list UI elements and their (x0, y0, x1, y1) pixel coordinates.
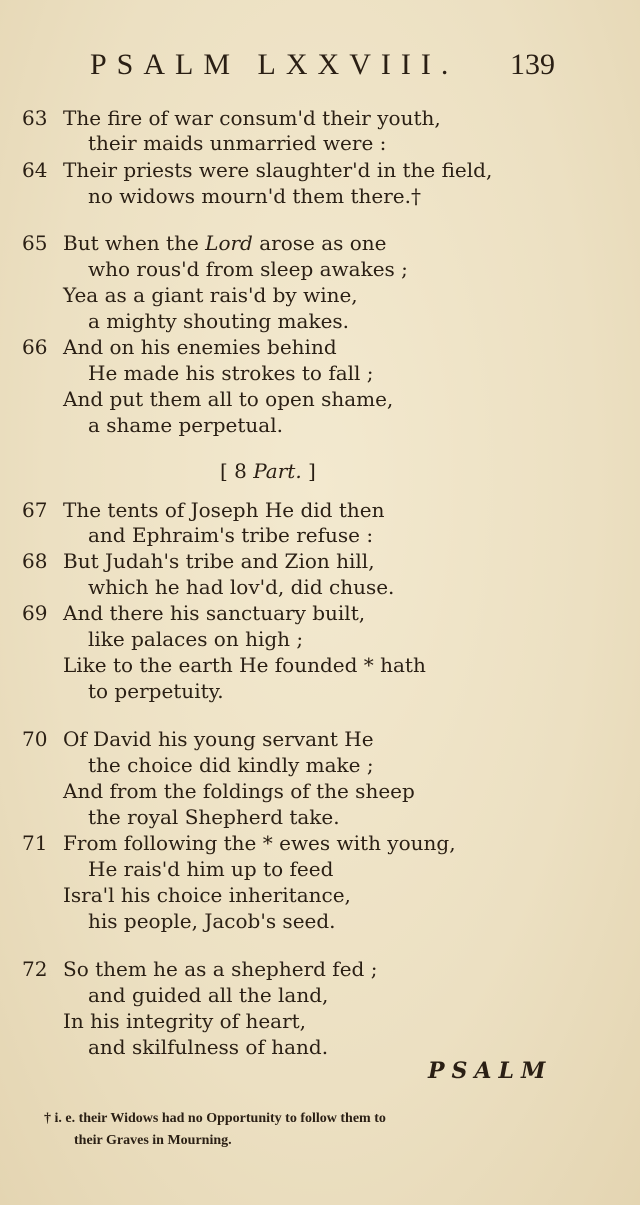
part-heading: [ 8 Part. ] (220, 459, 316, 483)
verse-number: 69 (22, 601, 48, 625)
verse-line: to perpetuity. (88, 679, 224, 703)
verse-line: their maids unmarried were : (88, 131, 387, 155)
verse-line: a shame perpetual. (88, 413, 283, 437)
verse-number: 64 (22, 158, 48, 182)
verse-number: 71 (22, 831, 48, 855)
verse-number: 67 (22, 498, 48, 522)
verse-line: Of David his young servant He (63, 727, 374, 751)
page-number: 139 (510, 48, 555, 81)
verse-number: 65 (22, 231, 48, 255)
verse-line: his people, Jacob's seed. (88, 909, 336, 933)
verse-number: 68 (22, 549, 48, 573)
verse-line: Yea as a giant rais'd by wine, (63, 283, 358, 307)
verse-line: like palaces on high ; (88, 627, 304, 651)
verse-line: The fire of war consum'd their youth, (63, 106, 441, 130)
verse-line: a mighty shouting makes. (88, 309, 350, 333)
verse-line: and guided all the land, (88, 983, 329, 1007)
verse-line: who rous'd from sleep awakes ; (88, 257, 408, 281)
verse-line: which he had lov'd, did chuse. (88, 575, 395, 599)
verse-number: 63 (22, 106, 48, 130)
footnote-line: † i. e. their Widows had no Opportunity to follow them to (44, 1111, 386, 1126)
verse-line: So them he as a shepherd fed ; (63, 957, 378, 981)
footnote (44, 1108, 386, 1152)
verse-line: But Judah's tribe and Zion hill, (63, 549, 375, 573)
verse-line: and skilfulness of hand. (88, 1035, 329, 1059)
verse-line: and Ephraim's tribe refuse : (88, 523, 374, 547)
verse-line: In his integrity of heart, (63, 1009, 307, 1033)
lord-word: Lord (205, 231, 253, 255)
footnote-line: their Graves in Mourning. (74, 1133, 232, 1148)
verse-line: And from the foldings of the sheep (63, 779, 415, 803)
verse-line: And there his sanctuary built, (63, 601, 366, 625)
verse-line: the royal Shepherd take. (88, 805, 340, 829)
verse-line: Like to the earth He founded * hath (63, 653, 426, 677)
verse-number: 70 (22, 727, 48, 751)
verse-line: But when the Lord arose as one (63, 231, 387, 255)
verse-line: the choice did kindly make ; (88, 753, 374, 777)
verse-line: And on his enemies behind (63, 335, 337, 359)
verse-line: Their priests were slaughter'd in the field, (63, 158, 493, 182)
page-header (0, 48, 640, 88)
verse-number: 72 (22, 957, 48, 981)
verse-line: And put them all to open shame, (63, 387, 394, 411)
verse-line: The tents of Joseph He did then (63, 498, 385, 522)
running-title: PSALM LXXVIII. (90, 48, 459, 81)
catchword: PSALM (428, 1058, 553, 1084)
verse-line: He rais'd him up to feed (88, 857, 334, 881)
verse-line: He made his strokes to fall ; (88, 361, 374, 385)
verse-number: 66 (22, 335, 48, 359)
verse-line: Isra'l his choice inheritance, (63, 883, 351, 907)
verse-line: no widows mourn'd them there.† (88, 184, 421, 208)
verse-line: From following the * ewes with young, (63, 831, 456, 855)
